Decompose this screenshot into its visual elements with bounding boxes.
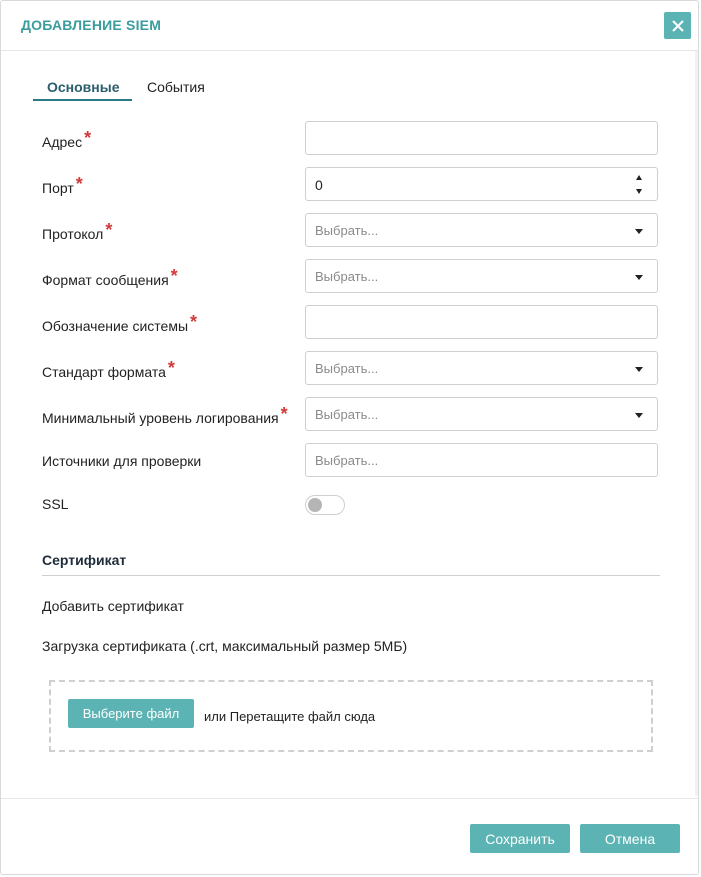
- chevron-down-icon: [635, 367, 643, 372]
- dialog-header: [1, 1, 698, 51]
- required-marker: *: [84, 128, 92, 148]
- required-marker: *: [167, 358, 175, 378]
- ssl-row: [42, 495, 662, 531]
- toggle-knob: [308, 498, 322, 512]
- format-standard-placeholder: Выбрать...: [315, 361, 379, 376]
- chevron-down-icon: [635, 413, 643, 418]
- footer-divider: [1, 798, 698, 799]
- sources-select[interactable]: [305, 443, 658, 477]
- format-standard-row: [42, 351, 662, 387]
- scrollbar[interactable]: [695, 51, 698, 796]
- protocol-label: Протокол *: [42, 220, 113, 242]
- sources-row: [42, 443, 662, 479]
- system-id-row: [42, 305, 662, 341]
- port-row: [42, 167, 662, 203]
- min-log-level-label: Минимальный уровень логирования *: [42, 404, 288, 426]
- active-tab-indicator: [33, 99, 132, 101]
- message-format-row: [42, 259, 662, 295]
- min-log-level-select[interactable]: [305, 397, 658, 431]
- decrement-arrow-icon[interactable]: [636, 189, 642, 194]
- increment-arrow-icon[interactable]: [636, 175, 642, 180]
- system-id-input[interactable]: [305, 305, 658, 339]
- certificate-upload-hint: Загрузка сертификата (.crt, максимальный размер 5МБ): [42, 638, 408, 654]
- chevron-down-icon: [635, 275, 643, 280]
- sources-label: Источники для проверки: [42, 453, 202, 469]
- address-label: Адрес *: [42, 128, 92, 150]
- protocol-select[interactable]: [305, 213, 658, 247]
- drop-hint: или Перетащите файл сюда: [204, 709, 376, 724]
- required-marker: *: [105, 220, 113, 240]
- required-marker: *: [75, 174, 83, 194]
- choose-file-button[interactable]: Выберите файл: [68, 699, 194, 728]
- save-button[interactable]: Сохранить: [470, 824, 570, 853]
- min-log-level-row: [42, 397, 662, 433]
- required-marker: *: [190, 312, 198, 332]
- message-format-select[interactable]: [305, 259, 658, 293]
- format-standard-select[interactable]: [305, 351, 658, 385]
- required-marker: *: [280, 404, 288, 424]
- tab-main[interactable]: Основные: [47, 79, 120, 95]
- port-value: 0: [315, 177, 323, 193]
- port-label: Порт *: [42, 174, 83, 196]
- message-format-label: Формат сообщения *: [42, 266, 178, 288]
- address-row: [42, 121, 662, 157]
- system-id-label: Обозначение системы *: [42, 312, 198, 334]
- port-stepper[interactable]: [636, 175, 644, 195]
- protocol-row: [42, 213, 662, 249]
- certificate-section-title: Сертификат: [42, 552, 127, 568]
- sources-placeholder: Выбрать...: [315, 453, 379, 468]
- section-divider: [42, 575, 660, 576]
- dialog-title: ДОБАВЛЕНИЕ SIEM: [21, 17, 162, 33]
- cancel-button[interactable]: Отмена: [580, 824, 680, 853]
- tab-events[interactable]: События: [147, 79, 205, 95]
- chevron-down-icon: [635, 229, 643, 234]
- file-dropzone[interactable]: [49, 680, 653, 752]
- close-button[interactable]: [664, 12, 691, 39]
- port-input[interactable]: [305, 167, 658, 201]
- ssl-toggle[interactable]: [305, 495, 345, 515]
- add-certificate-label: Добавить сертификат: [42, 598, 184, 614]
- protocol-placeholder: Выбрать...: [315, 223, 379, 238]
- message-format-placeholder: Выбрать...: [315, 269, 379, 284]
- address-input[interactable]: [305, 121, 658, 155]
- min-log-level-placeholder: Выбрать...: [315, 407, 379, 422]
- ssl-label: SSL: [42, 496, 69, 512]
- format-standard-label: Стандарт формата *: [42, 358, 175, 380]
- close-icon: [672, 20, 684, 32]
- required-marker: *: [170, 266, 178, 286]
